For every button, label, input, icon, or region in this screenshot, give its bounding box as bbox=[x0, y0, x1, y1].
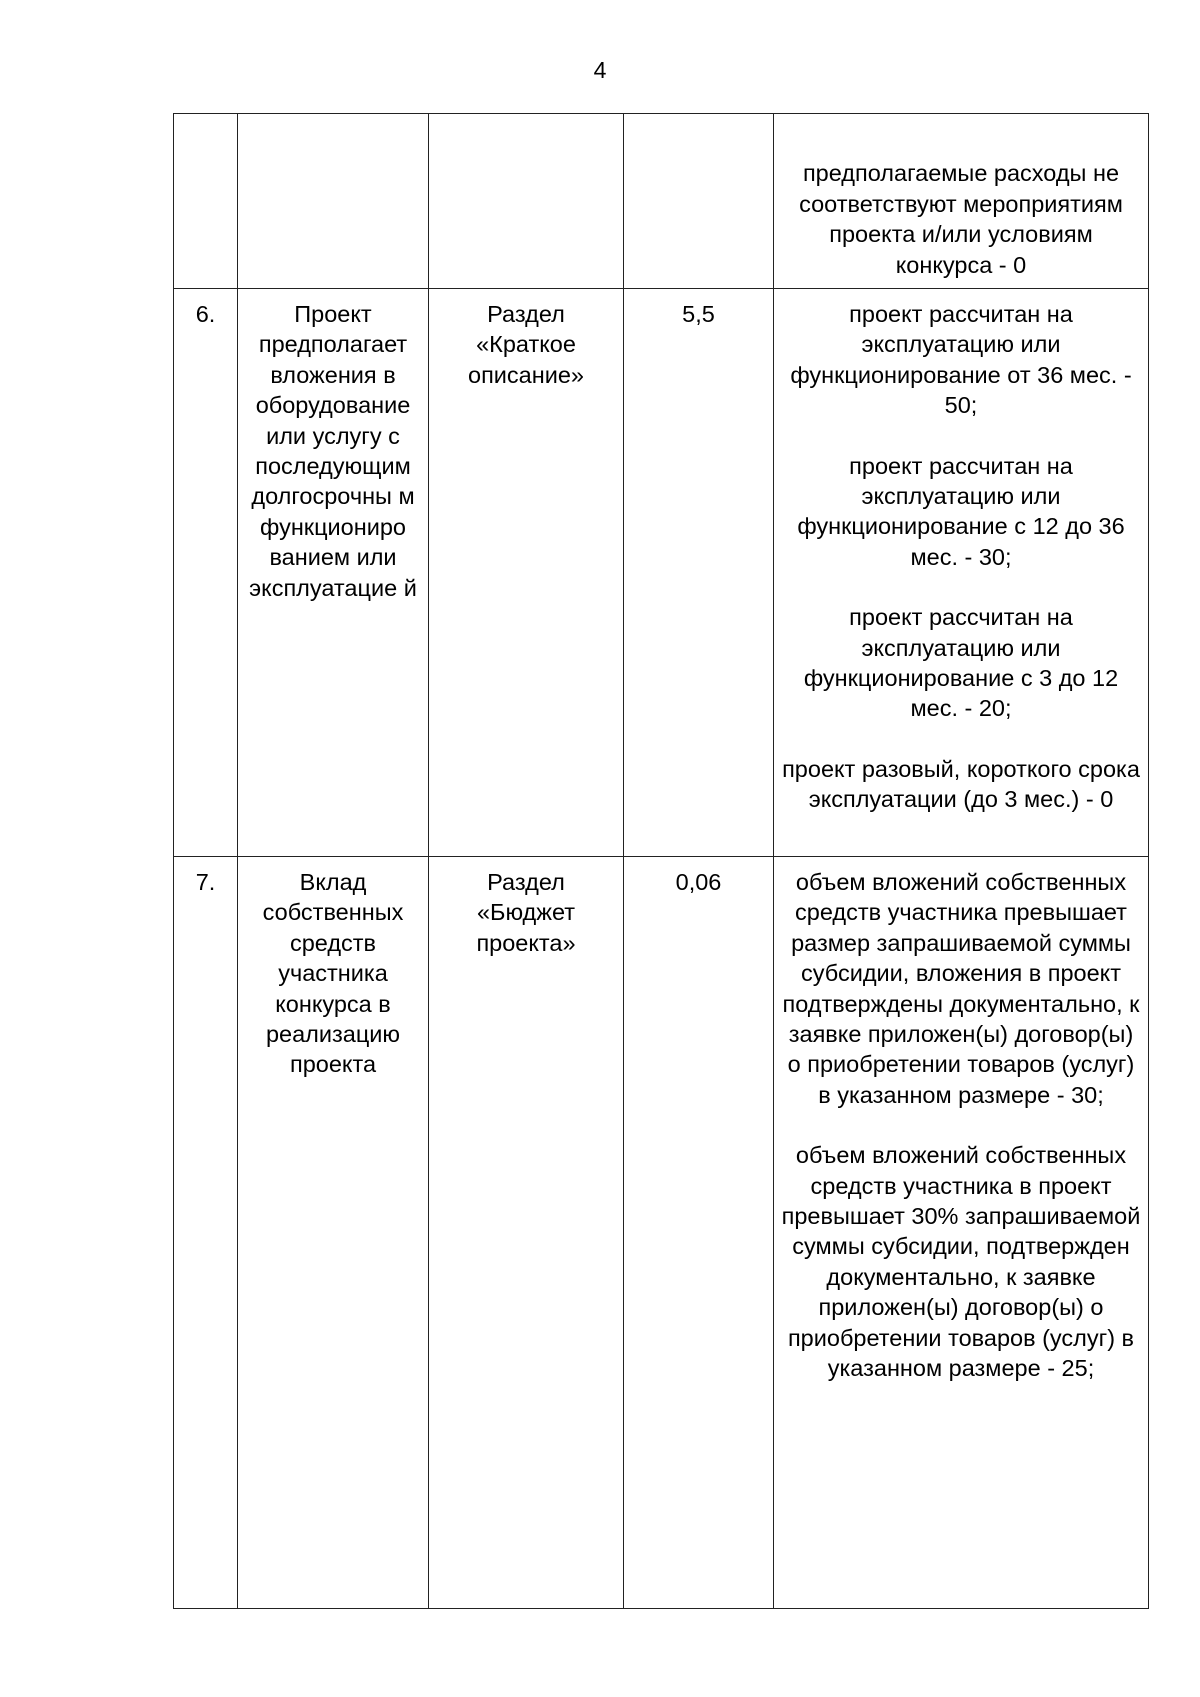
criteria-table bbox=[173, 113, 1149, 1609]
row-number-cell: 6. bbox=[174, 289, 238, 857]
score-item: проект разовый, короткого срока эксплуатации (до 3 мес.) - 0 bbox=[782, 755, 1140, 813]
weight-cell: 5,5 bbox=[624, 289, 774, 857]
table-row bbox=[174, 857, 1149, 1609]
criterion-cell: Проект предполагает вложения в оборудование или услугу с последующим долгосрочны м функциониро ванием или эксплуатацие й bbox=[238, 289, 429, 857]
section-cell: Раздел «Краткое описание» bbox=[429, 289, 624, 857]
weight-cell: 0,06 bbox=[624, 857, 774, 1609]
weight-cell bbox=[624, 114, 774, 289]
section-cell: Раздел «Бюджет проекта» bbox=[429, 857, 624, 1609]
page-number: 4 bbox=[593, 57, 607, 83]
section-cell bbox=[429, 114, 624, 289]
criterion-cell bbox=[238, 114, 429, 289]
scores-cell bbox=[774, 289, 1149, 857]
score-item: проект рассчитан на эксплуатацию или функционирование с 12 до 36 мес. - 30; bbox=[797, 452, 1125, 570]
score-item: проект рассчитан на эксплуатацию или функционирование от 36 мес. - 50; bbox=[790, 301, 1132, 419]
row-number-cell bbox=[174, 114, 238, 289]
row-number-cell: 7. bbox=[174, 857, 238, 1609]
table-row bbox=[174, 114, 1149, 289]
score-item: предполагаемые расходы не соответствуют мероприятиям проекта и/или условиям конкурса - 0 bbox=[799, 160, 1123, 278]
criterion-cell: Вклад собственных средств участника конкурса в реализацию проекта bbox=[238, 857, 429, 1609]
scores-cell bbox=[774, 857, 1149, 1609]
scores-cell bbox=[774, 114, 1149, 289]
table-row bbox=[174, 289, 1149, 857]
score-item: проект рассчитан на эксплуатацию или функционирование с 3 до 12 мес. - 20; bbox=[803, 604, 1119, 722]
score-item: объем вложений собственных средств участника в проект превышает 30% запрашиваемой суммы субсидии, подтвержден документально, к заявке приложен(ы) договор(ы) о приобретении товаров (услуг) в указанном размере - 25; bbox=[781, 1142, 1141, 1382]
score-item: объем вложений собственных средств участника превышает размер запрашиваемой суммы субсидии, вложения в проект подтверждены документально, к заявке приложен(ы) договор(ы) о приобретении товаров (услуг) в указанном размере - 30; bbox=[782, 869, 1140, 1108]
